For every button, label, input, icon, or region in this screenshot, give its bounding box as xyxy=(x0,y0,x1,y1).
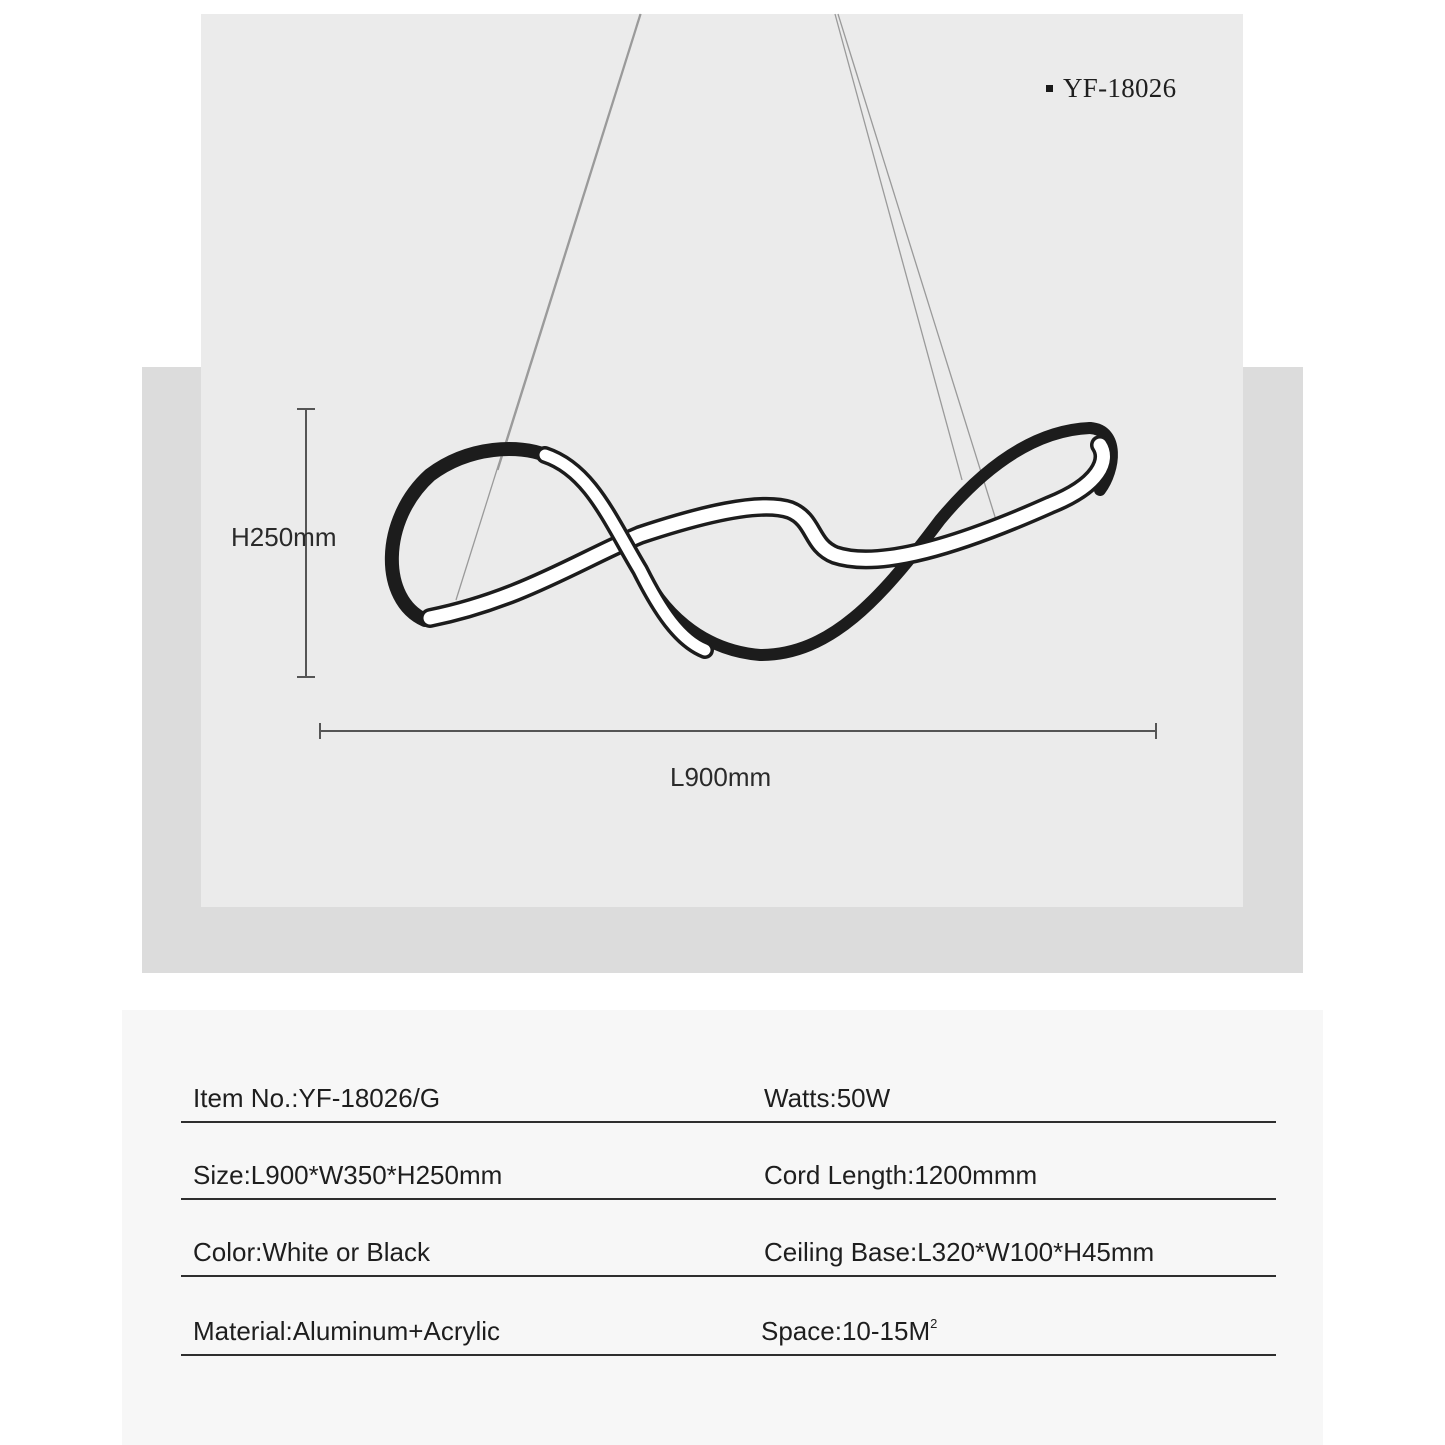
spec-item-number: Item No.:YF-18026/G xyxy=(193,1083,441,1113)
spec-row xyxy=(181,1045,1276,1123)
spec-material: Material:Aluminum+Acrylic xyxy=(193,1316,501,1346)
spec-space xyxy=(761,1316,937,1347)
spec-row xyxy=(181,1122,1276,1200)
model-number: YF-18026 xyxy=(1063,72,1177,103)
spec-space-exponent: 2 xyxy=(930,1316,938,1331)
spec-cord-length: Cord Length:1200mmm xyxy=(764,1160,1038,1190)
spec-ceiling-base: Ceiling Base:L320*W100*H45mm xyxy=(764,1237,1155,1267)
spec-color: Color:White or Black xyxy=(193,1237,430,1267)
spec-space-value: Space:10-15M xyxy=(761,1316,931,1346)
spec-row xyxy=(181,1278,1276,1356)
length-dimension-line xyxy=(320,723,1156,739)
length-dimension-label: L900mm xyxy=(670,762,772,792)
spec-row xyxy=(181,1199,1276,1277)
height-dimension-label: H250mm xyxy=(231,522,337,552)
spec-watts: Watts:50W xyxy=(764,1083,891,1113)
spec-size: Size:L900*W350*H250mm xyxy=(193,1160,503,1190)
